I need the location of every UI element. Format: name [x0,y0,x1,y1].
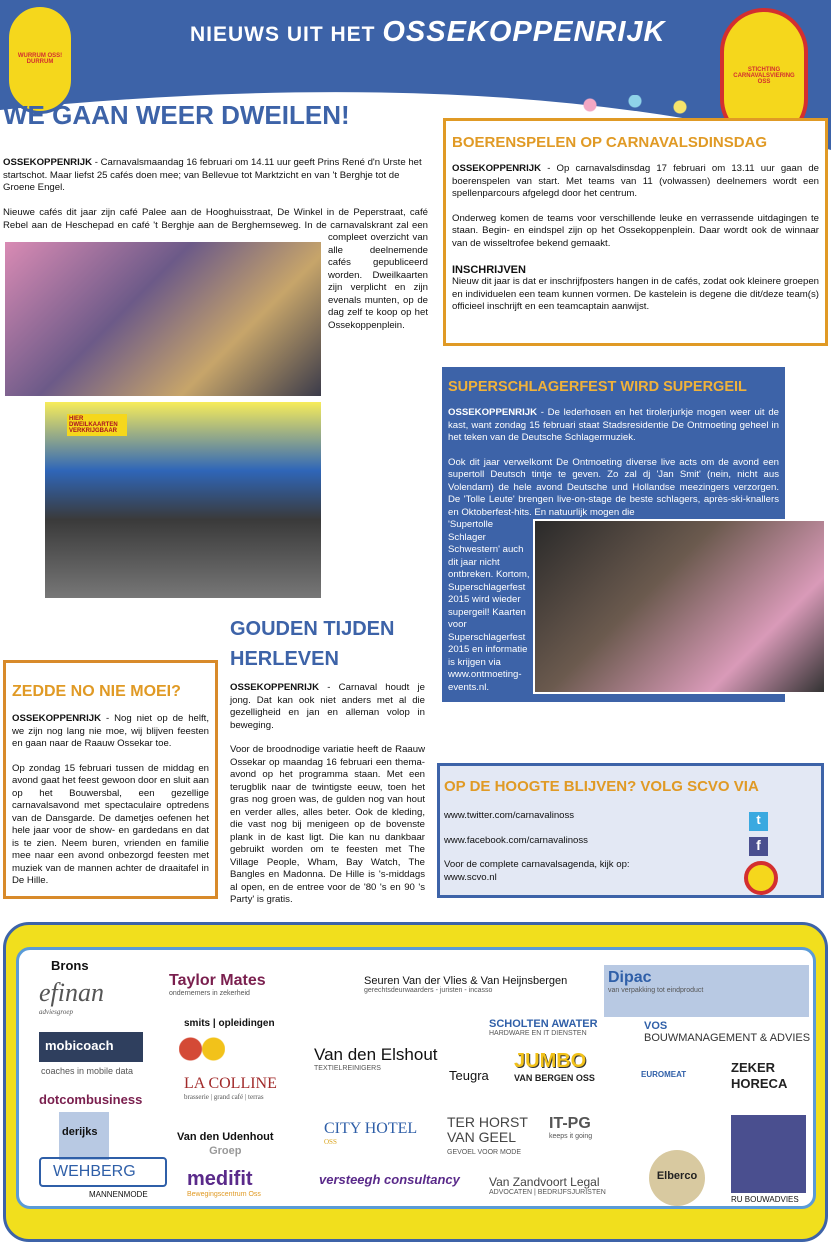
schlager-lower [448,519,779,694]
article-paragraph: Ook dit jaar verwelkomt De Ontmoeting diverse live acts om de avond een supertoll Deutsch tintje te geven. Zo zal dj 'Jan Smit' (nein, nicht aus Volendam) de hele avond Deutsche und Hollandse meezingers verzorgen. De 'Tolle Leute' brengen live-on-stage de beste schlagers, après-ski-knallers en Oktoberfest-hits. En natuurlijk mogen die [448,456,779,518]
sponsor-logo [169,972,266,997]
facebook-link[interactable]: www.facebook.com/carnavalinoss [444,834,588,846]
logo-subtext: HARDWARE EN IT DIENSTEN [489,1030,587,1037]
article-title: SUPERSCHLAGERFEST WIRD SUPERGEIL [448,379,747,395]
smits-logo-icon [179,1036,225,1062]
article-lead [448,407,779,445]
logo-subtext: VAN BERGEN OSS [514,1073,595,1083]
sponsor-logo [39,978,104,1016]
twitter-link[interactable]: www.twitter.com/carnavalinoss [444,810,575,821]
masthead-small: NIEUWS UIT HET [190,23,376,46]
sponsor-logo-sub: MANNENMODE [89,1190,148,1199]
sponsor-logo [364,975,567,994]
logo-subtext: TEXTIELREINIGERS [314,1065,381,1072]
article-lead [230,682,425,732]
article-lead [452,163,819,201]
sponsor-logo [604,965,809,1017]
sponsor-logo [644,1020,810,1044]
logo-text: medifit [187,1168,253,1190]
gouden-article [230,614,425,907]
lead-text: - De lederhosen en het tirolerjurkje mogen weer uit de kast, want zondag 15 februari staat Stadsresidentie De Ontmoeting geheel in het teken van de Deutsche Schlagermuziek. [448,407,779,443]
follow-links [444,810,817,884]
sponsor-logo: Elberco [649,1150,705,1206]
sponsor-logo: versteegh consultancy [319,1172,460,1187]
logo-text: IT-PG [549,1115,591,1132]
logo-subtext: gerechtsdeurwaarders - juristen - incasso [364,987,493,994]
article-paragraph: Nieuw dit jaar is dat er inschrijfposters hangen in de cafés, zodat ook kleinere groepen en individuelen een team kunnen vormen. De kastelein is degene die dit/deze team(s) officieel inschrijft en een teamcaptain aanwijst. [452,276,819,312]
lead-text: - Carnaval houdt je jong. Dat kan ook niet anders met al die gezelligheid en jan en alleman volop in beweging. [230,682,425,731]
facebook-icon[interactable]: f [749,837,768,856]
paragraph-start: Nieuwe cafés dit jaar zijn café Palee aan de Hooghuisstraat, De Winkel in de Peperstraat, café Rebel [3,207,428,231]
logo-text: JUMBO [514,1050,587,1072]
scvo-badge-icon [744,861,778,895]
sponsor-logo: WEHBERG [39,1157,167,1187]
sponsor-logo [177,1130,274,1158]
logo-subtext: Groep [209,1145,242,1157]
sponsors-panel [3,922,828,1242]
logo-subtext: GEVOEL VOOR MODE [447,1149,522,1156]
sponsor-logo: derijks [59,1112,109,1160]
confetti-decoration [560,95,710,115]
masthead [190,16,665,49]
dateline: OSSEKOPPENRIJK [452,163,542,174]
sponsor-logo [314,1045,438,1072]
lead-text: - Op carnavalsdinsdag 17 februari om 13.11 uur gaan de boerenspelen van start. Met teams van 11 (volwassen) deelnemers wordt een spellenparcours afgelegd door het centrum. [452,163,819,199]
logo-text: VOS [644,1020,668,1032]
sponsor-logo [324,1120,417,1146]
article-paragraph: Voor de broodnodige variatie heeft de Raauw Ossekar op maandag 16 februari een thema-avond op het programma staan. Met een terugblik naar de twintigste eeuw, toen het gras nog groen was, de gulden nog van hout en verder alles, alles beter. Ook de kleding, die vast nog bij menigeen op de bovenste plank in de kast ligt. Die kan nu dankbaar gebruikt worden om te feesten met The Village People, Wham, Bay Watch, The Bangles en Madonna. De Hille is 's-middags al open, en de entree voor de '80 's en 90 's Party' is gratis. [230,744,425,905]
logo-subtext: keeps it going [549,1133,593,1140]
logo-subtext: brasserie | grand café | terras [184,1093,264,1101]
sponsor-logo [184,1075,277,1101]
logo-subtext: Bewegingscentrum Oss [187,1191,261,1198]
article-lead [12,713,209,751]
masthead-big: OSSEKOPPENRIJK [382,16,666,48]
photo-dancing-woman [3,240,323,398]
logo-subtext: van verpakking tot eindproduct [608,987,704,994]
subheading: INSCHRIJVEN [452,264,526,276]
dateline: OSSEKOPPENRIJK [3,157,93,168]
sponsors-inner [16,947,816,1209]
article-lead [3,157,425,195]
article-title: BOERENSPELEN OP CARNAVALSDINSDAG [452,134,768,151]
zedde-box [3,660,218,899]
sponsors-heading: Brons [51,958,89,973]
follow-box [437,763,824,898]
sponsor-logo-sub: coaches in mobile data [41,1066,134,1076]
scvo-link[interactable]: www.scvo.nl [444,871,497,883]
sponsor-logo: smits | opleidingen [184,1018,275,1029]
sponsor-logo: ZEKER HORECA [731,1060,788,1091]
lead-text: - Carnavalsmaandag 16 februari om 14.11 uur geeft Prins René d'n Urste het startschot. Maar liefst 25 cafés doen mee; van Bellevue tot Marktzicht en van 't Berghje tot de Groene Engel. [3,157,422,193]
boerenspelen-box [443,118,828,346]
sponsor-logo: EUROMEAT [641,1070,687,1079]
dateline: OSSEKOPPENRIJK [12,713,102,724]
logo-subtext: adviesgroep [39,1008,73,1016]
logo-text: TER HORST VAN GEEL [447,1114,528,1145]
lead-text: - Nog niet op de helft, we zijn nog lang nie moe, wij blijven feesten en gaan naar de Raauw Ossekar toe. [12,713,209,749]
logo-text: Van den Udenhout [177,1131,274,1143]
photo-party-group [533,519,826,694]
article-paragraph: 'Supertolle Schlager Schwestern' auch dit jaar nicht ontbreken. Kortom, Superschlagerfest 2015 wird wieder supergeil! Kaarten voor Superschlagerfest 2015 en informatie is krijgen via www.ontmoeting-events.nl. [448,519,530,693]
sponsor-logo [489,1018,598,1037]
sponsor-logo [514,1050,595,1083]
dateline: OSSEKOPPENRIJK [230,682,320,693]
article-paragraph: Op zondag 15 februari tussen de middag en avond gaat het feest gewoon door en sluit aan op het Bouwersbal, een gezellige carnavalsavond met spectaculaire optredens van de Dansgarde. De dametjes oefenen het hele jaar voor de show- en gardedans en dat is te zien. Neem buren, vrienden en familie mee naar een avond onbezorgd feesten met muziek van de mannen achter de draaitafel in De Hille. [12,762,209,886]
agenda-text: Voor de complete carnavalsagenda, kijk op: [444,859,630,870]
wurrum-oss-logo [6,4,74,114]
logo-text: Taylor Mates [169,972,266,989]
sponsor-logo [187,1168,261,1198]
logo-subtext: ondernemers in zekerheid [169,990,250,997]
twitter-icon[interactable]: t [749,812,768,831]
sponsor-logo: RU BOUWADVIES [731,1195,799,1204]
sponsor-logo: dotcombusiness [39,1092,143,1107]
article-paragraph: Onderweg komen de teams voor verschillende leuke en verrassende uitdagingen te staan. Begin- en eindspel zijn op het Ossekoppenplein. Daar wordt ook de winnaar van de wisseltrofee bekend gemaakt. [452,212,819,249]
sponsor-logo [447,1115,532,1160]
article-title: GOUDEN TIJDEN HERLEVEN [230,618,395,670]
sponsor-logo: Teugra [449,1068,489,1083]
logo-text: WURRUM OSS! DURRUM [17,53,63,65]
logo-subtext: OSS [324,1138,337,1146]
logo-text: Seuren Van der Vlies & Van Heijnsbergen [364,975,568,987]
sign-text: HIER DWEILKAARTEN VERKRIJGBAAR [67,414,127,436]
logo-text: STICHTING CARNAVALSVIERING OSS [733,66,795,85]
logo-text: LA COLLINE [184,1075,277,1092]
paragraph-rest: aan de Heschepad en café 't Berghje aan de Berghemseweg. In de carnavalskrant zal een compleet overzicht van alle deelnemende cafés gepubliceerd worden. Dweilkaarten zijn verplicht en zijn evenals munten, op de dag zelf te koop op het Ossekoppenplein. [31,219,429,331]
logo-text: SCHOLTEN AWATER [489,1018,598,1030]
article-title: ZEDDE NO NIE MOEI? [12,683,181,700]
logo-text: CITY HOTEL [324,1120,418,1137]
photo-stage [43,400,323,600]
logo-text: Dipac [608,969,652,986]
article-title: WE GAAN WEER DWEILEN! [3,100,350,130]
ru-logo-mark [731,1115,806,1193]
logo-subtext: BOUWMANAGEMENT & ADVIES [644,1032,811,1044]
sponsor-logo [489,1175,606,1196]
logo-text: efinan [39,978,104,1007]
logo-text: Van Zandvoort Legal [489,1175,600,1189]
follow-title: OP DE HOOGTE BLIJVEN? VOLG SCVO VIA [444,778,759,795]
superschlager-box [442,367,785,702]
logo-text: Van den Elshout [314,1045,438,1064]
sponsor-logo [549,1115,592,1140]
logo-subtext: ADVOCATEN | BEDRIJFSJURISTEN [489,1189,606,1196]
dateline: OSSEKOPPENRIJK [448,407,538,418]
sponsor-logo: mobicoach [39,1032,143,1062]
